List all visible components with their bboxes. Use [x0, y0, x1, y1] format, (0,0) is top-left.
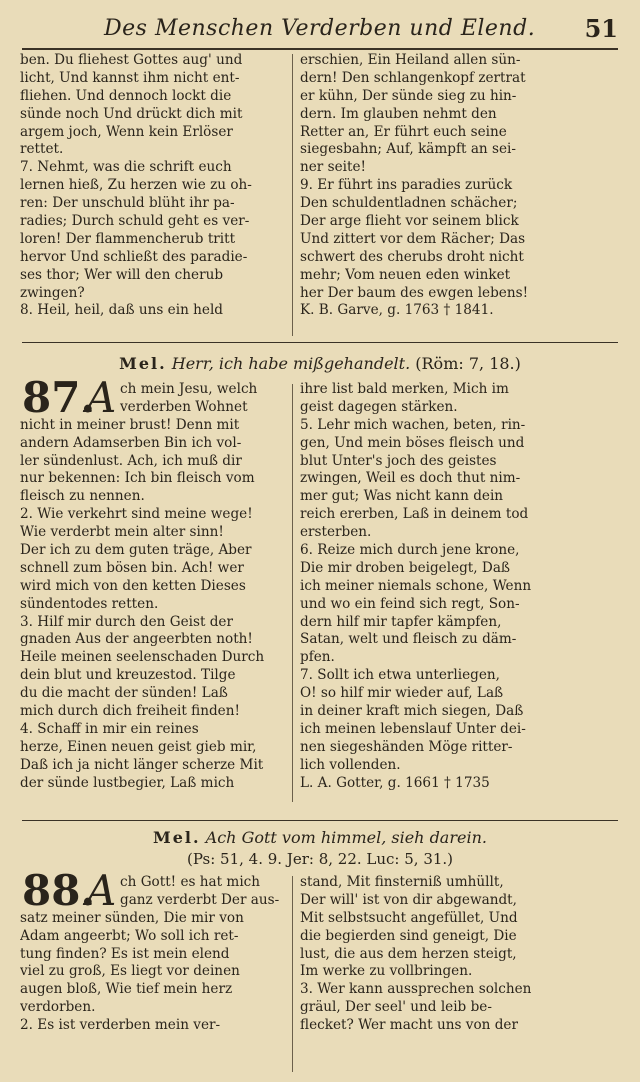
text-line: rettet.: [20, 141, 64, 158]
text-line: 5. Lehr mich wachen, beten, rin-: [300, 416, 526, 433]
melody-title: Herr, ich habe mißgehandelt.: [171, 354, 411, 373]
melody-label: Mel.: [119, 354, 167, 373]
text-line: 4. Schaff in mir ein reines: [20, 720, 199, 737]
text-line: lust, die aus dem herzen steigt,: [300, 945, 517, 962]
text-line: Der arge flieht vor seinem blick: [300, 213, 519, 230]
text-line: Die mir droben beigelegt, Daß: [300, 559, 510, 576]
text-line: K. B. Garve, g. 1763 † 1841.: [300, 302, 494, 319]
melody-line-88: [0, 828, 640, 847]
text-line: Daß ich ja nicht länger scherze Mit: [20, 756, 264, 773]
page-header: [22, 8, 618, 48]
melody-title: Ach Gott vom himmel, sieh darein.: [205, 828, 487, 847]
text-line: her Der baum des ewgen lebens!: [300, 284, 529, 301]
text-line: schnell zum bösen bin. Ach! wer: [20, 559, 244, 576]
text-line: Und zittert vor dem Rächer; Das: [300, 230, 526, 247]
text-line: dern! Den schlangenkopf zertrat: [300, 69, 526, 86]
text-line: viel zu groß, Es liegt vor deinen: [20, 963, 240, 980]
text-line: ich meiner niemals schone, Wenn: [300, 577, 532, 594]
hymn88-left-column: [20, 874, 290, 1035]
text-line: nen siegeshänden Möge ritter-: [300, 738, 513, 755]
text-line: blut Unter's joch des geistes: [300, 452, 497, 469]
drop-cap-88: A: [86, 866, 117, 915]
text-line: stand, Mit finsterniß umhüllt,: [300, 874, 504, 890]
text-line: verderben Wohnet: [120, 398, 248, 415]
column-divider: [292, 384, 293, 802]
text-line: radies; Durch schuld geht es ver-: [20, 213, 250, 230]
hymn-number-87: 87.: [22, 373, 96, 422]
column-divider: [292, 876, 293, 1072]
text-line: satz meiner sünden, Die mir von: [20, 909, 244, 926]
text-line: ich meinen lebenslauf Unter dei-: [300, 720, 526, 737]
text-line: 6. Reize mich durch jene krone,: [300, 542, 520, 559]
text-line: Wie verderbt mein alter sinn!: [20, 524, 224, 541]
text-line: sündentodes retten.: [20, 595, 159, 612]
text-line: ihre list bald merken, Mich im: [300, 381, 509, 397]
text-line: 2. Wie verkehrt sind meine wege!: [20, 506, 253, 523]
text-line: Der ich zu dem guten träge, Aber: [20, 542, 252, 559]
text-line: 9. Er führt ins paradies zurück: [300, 177, 513, 194]
text-line: ganz verderbt Der aus-: [120, 891, 280, 908]
text-line: L. A. Gotter, g. 1661 † 1735: [300, 774, 490, 791]
text-line: gen, Und mein böses fleisch und: [300, 434, 525, 451]
column-divider: [292, 54, 293, 336]
text-line: der sünde lustbegier, Laß mich: [20, 774, 235, 791]
text-line: Adam angeerbt; Wo soll ich ret-: [20, 927, 239, 944]
text-line: Den schuldentladnen schächer;: [300, 195, 518, 212]
drop-cap-87: A: [86, 373, 117, 422]
text-line: ch mein Jesu, welch: [120, 381, 258, 397]
text-line: 3. Hilf mir durch den Geist der: [20, 613, 233, 630]
hymn87-right-column: [300, 381, 622, 792]
text-line: lernen hieß, Zu herzen wie zu oh-: [20, 177, 252, 194]
top-right-column: [300, 52, 622, 320]
text-line: verdorben.: [20, 999, 96, 1016]
text-line: Retter an, Er führt euch seine: [300, 123, 507, 140]
text-line: und wo ein feind sich regt, Son-: [300, 595, 520, 612]
text-line: sünde noch Und drückt dich mit: [20, 105, 243, 122]
text-line: in deiner kraft mich siegen, Daß: [300, 703, 524, 720]
text-line: schwert des cherubs droht nicht: [300, 248, 524, 265]
text-line: zwingen?: [20, 284, 85, 301]
scripture-reference-88: (Ps: 51, 4. 9. Jer: 8, 22. Luc: 5, 31.): [186, 850, 454, 868]
text-line: siegesbahn; Auf, kämpft an sei-: [300, 141, 516, 158]
melody-line-87: [0, 354, 640, 373]
text-line: fleisch zu nennen.: [20, 488, 145, 505]
text-line: mehr; Vom neuen eden winket: [300, 266, 511, 283]
text-line: ler sündenlust. Ach, ich muß dir: [20, 452, 242, 469]
text-line: er kühn, Der sünde sieg zu hin-: [300, 87, 517, 104]
text-line: erschien, Ein Heiland allen sün-: [300, 52, 521, 68]
section-rule: [22, 342, 618, 343]
text-line: gnaden Aus der angeerbten noth!: [20, 631, 253, 648]
text-line: dein blut und kreuzestod. Tilge: [20, 667, 236, 684]
text-line: 7. Sollt ich etwa unterliegen,: [300, 667, 500, 684]
text-line: 8. Heil, heil, daß uns ein held: [20, 302, 223, 319]
running-title: Des Menschen Verderben und Elend.: [104, 16, 536, 41]
text-line: tung finden? Es ist mein elend: [20, 945, 230, 962]
section-rule: [22, 820, 618, 821]
text-line: Der will' ist von dir abgewandt,: [300, 891, 517, 908]
text-line: O! so hilf mir wieder auf, Laß: [300, 685, 504, 702]
text-line: nur bekennen: Ich bin fleisch vom: [20, 470, 255, 487]
text-line: ren: Der unschuld blüht ihr pa-: [20, 195, 235, 212]
text-line: lich vollenden.: [300, 756, 401, 773]
text-line: zwingen, Weil es doch thut nim-: [300, 470, 521, 487]
text-line: herze, Einen neuen geist gieb mir,: [20, 738, 257, 755]
top-left-column: [20, 52, 290, 320]
text-line: ses thor; Wer will den cherub: [20, 266, 224, 283]
text-line: ben. Du fliehest Gottes aug' und: [20, 52, 243, 68]
text-line: reich ererben, Laß in deinem tod: [300, 506, 529, 523]
text-line: mich durch dich freiheit finden!: [20, 703, 240, 720]
text-line: andern Adamserben Bin ich vol-: [20, 434, 242, 451]
text-line: Satan, welt und fleisch zu däm-: [300, 631, 517, 648]
text-line: ersterben.: [300, 524, 372, 541]
text-line: wird mich von den ketten Dieses: [20, 577, 246, 594]
text-line: ner seite!: [300, 159, 366, 176]
hymn-number-88: 88.: [22, 866, 96, 915]
text-line: du die macht der sünden! Laß: [20, 685, 228, 702]
text-line: Mit selbstsucht angefüllet, Und: [300, 909, 518, 926]
header-rule: [22, 48, 618, 50]
text-line: flecket? Wer macht uns von der: [300, 1017, 518, 1034]
text-line: licht, Und kannst ihm nicht ent-: [20, 69, 240, 86]
text-line: geist dagegen stärken.: [300, 398, 458, 415]
text-line: dern hilf mir tapfer kämpfen,: [300, 613, 502, 630]
text-line: mer gut; Was nicht kann dein: [300, 488, 504, 505]
text-line: nicht in meiner brust! Denn mit: [20, 416, 240, 433]
text-line: Heile meinen seelenschaden Durch: [20, 649, 265, 666]
page-number: 51: [584, 14, 618, 43]
scripture-reference: (Röm: 7, 18.): [415, 354, 521, 373]
hymn87-left-column: [20, 381, 290, 792]
text-line: 2. Es ist verderben mein ver-: [20, 1017, 221, 1034]
text-line: augen bloß, Wie tief mein herz: [20, 981, 233, 998]
text-line: Im werke zu vollbringen.: [300, 963, 473, 980]
text-line: hervor Und schließt des paradie-: [20, 248, 248, 265]
text-line: 7. Nehmt, was die schrift euch: [20, 159, 232, 176]
text-line: pfen.: [300, 649, 335, 666]
text-line: fliehen. Und dennoch lockt die: [20, 87, 232, 104]
text-line: loren! Der flammencherub tritt: [20, 230, 236, 247]
text-line: argem joch, Wenn kein Erlöser: [20, 123, 233, 140]
melody-label: Mel.: [153, 828, 201, 847]
text-line: die begierden sind geneigt, Die: [300, 927, 517, 944]
text-line: 3. Wer kann aussprechen solchen: [300, 981, 532, 998]
text-line: gräul, Der seel' und leib be-: [300, 999, 492, 1016]
text-line: dern. Im glauben nehmt den: [300, 105, 497, 122]
text-line: ch Gott! es hat mich: [120, 874, 261, 890]
hymn88-right-column: [300, 874, 622, 1035]
